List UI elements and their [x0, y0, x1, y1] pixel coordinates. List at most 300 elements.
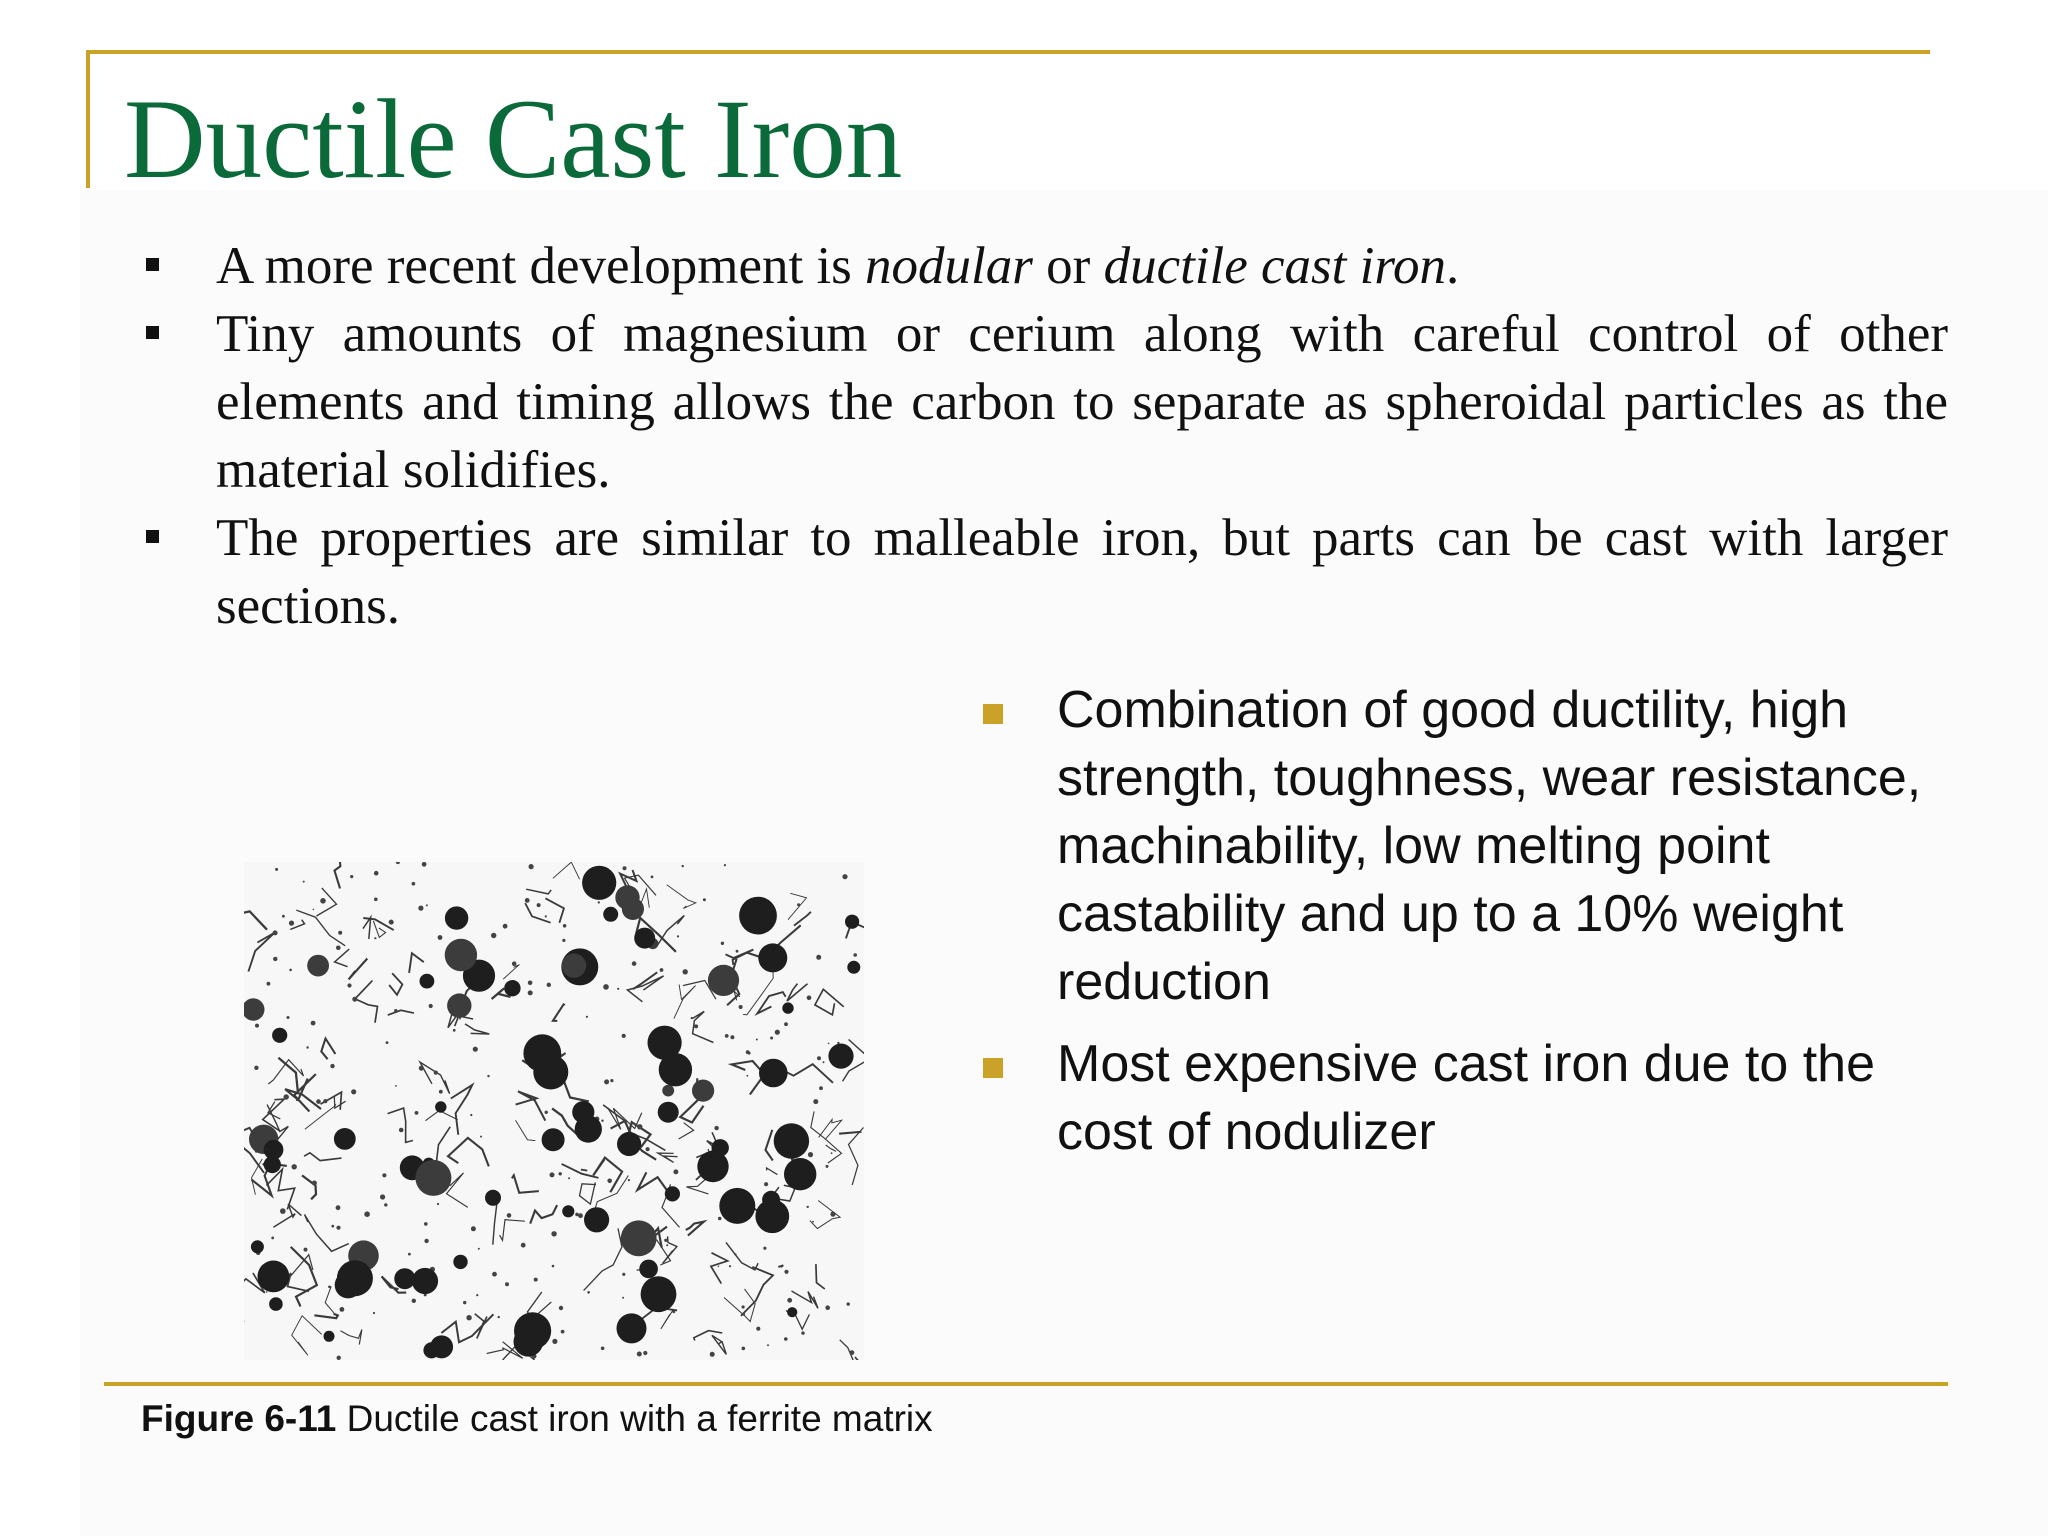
- speck: [412, 882, 416, 886]
- graphite-nodule: [603, 907, 618, 922]
- bullet-text: Tiny amounts of magnesium or cerium along with careful control of other elements and timing allows the carbon to separate as spheroidal particles as the material solidifies.: [216, 305, 1948, 499]
- speck: [275, 868, 278, 871]
- speck: [296, 1099, 298, 1101]
- speck: [552, 1339, 557, 1344]
- speck: [724, 864, 726, 866]
- speck: [721, 942, 724, 945]
- graphite-nodule: [251, 1240, 264, 1253]
- grain-boundary: [679, 1123, 694, 1139]
- speck: [505, 1282, 509, 1286]
- graphite-nodule: [584, 1207, 609, 1232]
- bullet-item-magnesium-cerium: [140, 300, 1948, 504]
- speck: [739, 1005, 743, 1009]
- speck: [664, 1239, 667, 1242]
- speck: [683, 969, 688, 974]
- grain-boundary: [409, 953, 424, 973]
- speck: [603, 984, 609, 990]
- speck: [812, 1221, 814, 1223]
- graphite-nodule: [708, 965, 739, 996]
- grain-boundary: [726, 950, 754, 965]
- speck: [545, 915, 547, 917]
- graphite-nodule: [430, 1335, 453, 1358]
- grain-boundary: [363, 918, 393, 930]
- speck: [784, 1022, 788, 1026]
- slide-title: Ductile Cast Iron: [124, 77, 903, 202]
- graphite-nodule: [739, 897, 777, 935]
- speck: [850, 1350, 855, 1355]
- speck: [424, 1222, 428, 1226]
- speck: [498, 1316, 500, 1318]
- speck: [643, 1351, 647, 1355]
- bullet-item-combination: [980, 676, 1960, 1016]
- speck: [470, 1114, 472, 1116]
- top-rule: [86, 50, 1930, 54]
- speck: [770, 1037, 773, 1040]
- speck: [389, 920, 394, 925]
- speck: [439, 1090, 443, 1094]
- speck: [374, 898, 378, 902]
- speck: [764, 1182, 768, 1186]
- grain-boundary: [545, 898, 564, 923]
- grain-boundary: [465, 1024, 489, 1034]
- left-rule: [86, 50, 90, 188]
- grain-boundary: [448, 1138, 489, 1167]
- serif-bullet-list: [140, 232, 1948, 640]
- speck: [784, 1337, 788, 1341]
- speck: [476, 1294, 478, 1296]
- speck: [313, 909, 315, 911]
- graphite-nodule: [762, 1191, 780, 1209]
- grain-boundary: [553, 1004, 564, 1021]
- speck: [316, 1099, 321, 1104]
- speck: [672, 1310, 675, 1313]
- graphite-nodule: [634, 928, 655, 949]
- speck: [273, 957, 277, 961]
- figure-label: Figure 6-11: [141, 1398, 337, 1439]
- speck: [807, 1206, 809, 1208]
- graphite-nodule: [784, 1158, 816, 1190]
- speck: [528, 990, 533, 995]
- speck: [289, 921, 294, 926]
- speck: [756, 1327, 760, 1331]
- figure-caption: [141, 1398, 933, 1440]
- grain-boundary: [389, 973, 402, 995]
- speck: [718, 1217, 722, 1221]
- bottom-rule: [104, 1382, 1948, 1386]
- speck: [394, 1009, 397, 1012]
- graphite-nodule: [412, 1268, 438, 1294]
- graphite-nodule: [641, 1276, 677, 1312]
- bullet-text: The properties are similar to malleable iron, but parts can be cast with larger sections.: [216, 509, 1948, 635]
- speck: [646, 1147, 650, 1151]
- bullet-text: A more recent development is: [216, 237, 866, 295]
- grain-boundary: [296, 910, 345, 946]
- speck: [311, 1021, 316, 1026]
- speck: [267, 982, 271, 986]
- speck: [710, 1352, 715, 1357]
- speck: [351, 1089, 356, 1094]
- speck: [586, 1016, 588, 1018]
- grain-boundary: [493, 1201, 498, 1245]
- bullet-item-most-expensive: [980, 1030, 1960, 1166]
- graphite-nodule: [648, 1026, 682, 1060]
- grain-boundary: [341, 1330, 362, 1345]
- speck: [734, 1253, 736, 1255]
- graphite-nodule: [622, 898, 644, 920]
- graphite-nodule: [264, 1140, 284, 1160]
- speck: [374, 871, 379, 876]
- speck: [419, 1066, 424, 1071]
- speck: [306, 1046, 308, 1048]
- grain-boundary: [451, 1085, 473, 1135]
- speck: [282, 915, 285, 918]
- speck: [395, 1085, 397, 1087]
- grain-boundary: [686, 1222, 704, 1236]
- graphite-nodule: [582, 866, 616, 900]
- speck: [534, 1278, 538, 1282]
- speck: [622, 1273, 625, 1276]
- speck: [823, 1061, 825, 1063]
- speck: [767, 1344, 769, 1346]
- gold-square-bullet-icon: [983, 704, 1003, 724]
- speck: [491, 933, 496, 938]
- speck: [617, 988, 619, 990]
- speck: [338, 931, 342, 935]
- speck: [797, 903, 800, 906]
- speck: [434, 1071, 438, 1075]
- speck: [492, 1272, 497, 1277]
- speck: [718, 1266, 720, 1268]
- graphite-nodule: [562, 1205, 574, 1217]
- grain-boundary: [530, 1205, 557, 1224]
- speck: [507, 1213, 512, 1218]
- speck: [756, 1039, 758, 1041]
- speck: [787, 1298, 792, 1303]
- grain-boundary: [314, 1314, 337, 1318]
- grain-boundary: [849, 1128, 864, 1186]
- grain-boundary: [778, 1265, 783, 1267]
- speck: [551, 1231, 556, 1236]
- speck: [347, 983, 351, 987]
- speck: [830, 1212, 835, 1217]
- speck: [525, 898, 530, 903]
- grain-boundary: [512, 1175, 539, 1193]
- speck: [746, 1050, 750, 1054]
- grain-boundary: [335, 862, 341, 888]
- grain-boundary: [661, 1309, 674, 1329]
- speck: [842, 874, 847, 879]
- speck: [825, 1305, 830, 1310]
- speck: [466, 1315, 471, 1320]
- speck: [384, 1203, 387, 1206]
- speck: [714, 1126, 718, 1130]
- speck: [763, 1247, 766, 1250]
- grain-boundary: [787, 984, 808, 1001]
- speck: [651, 876, 654, 879]
- speck: [273, 930, 278, 935]
- speck: [328, 1286, 331, 1289]
- gold-square-bullet-icon: [983, 1058, 1003, 1078]
- grain-boundary: [292, 1316, 322, 1356]
- graphite-nodule: [324, 1331, 335, 1342]
- grain-boundary: [291, 1247, 317, 1307]
- grain-boundary: [317, 888, 337, 916]
- grain-boundary: [388, 1010, 414, 1015]
- square-bullet-icon: [146, 530, 159, 543]
- grain-boundary: [321, 1039, 335, 1060]
- grain-boundary: [767, 1168, 778, 1175]
- speck: [330, 1064, 334, 1068]
- square-bullet-icon: [146, 326, 159, 339]
- speck: [807, 996, 812, 1001]
- speck: [412, 1299, 416, 1303]
- speck: [437, 1203, 439, 1205]
- speck: [380, 1194, 385, 1199]
- speck: [598, 901, 600, 903]
- speck: [550, 1172, 555, 1177]
- graphite-nodule: [269, 1297, 283, 1311]
- grain-boundary: [503, 965, 519, 980]
- speck: [323, 1099, 327, 1103]
- sans-bullet-list: [980, 676, 1960, 1180]
- grain-boundary: [562, 1164, 599, 1178]
- grain-boundary: [500, 1220, 525, 1241]
- speck: [453, 1029, 456, 1032]
- speck: [813, 1099, 818, 1104]
- speck: [801, 1331, 804, 1334]
- graphite-nodule: [759, 1059, 788, 1088]
- graphite-nodule: [575, 1116, 602, 1143]
- bullet-text: Combination of good ductility, high strength, toughness, wear resistance, machinability, low melting point castability and up to a 10% weight reduction: [1057, 681, 1922, 1011]
- ductile-iron-micrograph-image: [244, 862, 864, 1360]
- graphite-nodule: [272, 1028, 287, 1043]
- graphite-nodule: [845, 915, 859, 929]
- speck: [382, 1173, 386, 1177]
- speck: [271, 1237, 274, 1240]
- speck: [559, 1306, 563, 1310]
- speck: [564, 1004, 566, 1006]
- speck: [537, 903, 541, 907]
- speck: [408, 1253, 411, 1256]
- speck: [415, 1111, 419, 1115]
- graphite-nodule: [562, 953, 586, 977]
- bullet-text: or: [1032, 237, 1104, 295]
- grain-boundary: [266, 1169, 294, 1209]
- grain-boundary: [816, 1264, 825, 1289]
- speck: [578, 1213, 583, 1218]
- speck: [691, 1017, 693, 1019]
- grain-boundary: [553, 862, 580, 879]
- speck: [320, 898, 326, 904]
- grain-boundary: [674, 985, 696, 1019]
- grain-boundary: [581, 1170, 587, 1171]
- speck: [628, 1179, 630, 1181]
- grain-boundary: [363, 917, 371, 939]
- speck: [312, 1181, 317, 1186]
- speck: [426, 904, 428, 906]
- speck: [480, 1136, 482, 1138]
- graphite-nodule: [394, 1268, 415, 1289]
- graphite-nodule: [828, 1044, 853, 1069]
- speck: [562, 939, 565, 942]
- speck: [487, 1075, 489, 1077]
- grain-boundary: [516, 1091, 546, 1120]
- grain-boundary: [584, 1228, 622, 1290]
- speck: [637, 1352, 642, 1357]
- graphite-nodule: [639, 1260, 658, 1279]
- speck: [352, 997, 357, 1002]
- graphite-nodule: [787, 1307, 797, 1317]
- speck: [559, 1172, 562, 1175]
- graphite-nodule: [514, 1327, 544, 1357]
- speck: [424, 1239, 428, 1243]
- speck: [552, 1265, 555, 1268]
- speck: [287, 1016, 290, 1019]
- grain-boundary: [286, 1273, 309, 1291]
- speck: [503, 924, 508, 929]
- graphite-nodule: [665, 1186, 680, 1201]
- speck: [336, 1205, 341, 1210]
- grain-boundary: [658, 1153, 678, 1162]
- grain-boundary: [302, 1175, 316, 1199]
- square-bullet-icon: [146, 258, 159, 271]
- graphite-nodule: [435, 1101, 446, 1112]
- speck: [673, 1169, 678, 1174]
- grain-boundary: [349, 959, 368, 980]
- graphite-nodule: [415, 1160, 451, 1196]
- speck: [528, 981, 533, 986]
- speck: [660, 968, 664, 972]
- grain-boundary: [811, 1111, 842, 1163]
- speck: [607, 1179, 612, 1184]
- grain-boundary: [248, 933, 274, 972]
- graphite-nodule: [337, 1260, 373, 1296]
- grain-boundary: [244, 911, 267, 929]
- speck: [682, 865, 684, 867]
- graphite-nodule: [447, 993, 471, 1017]
- speck: [703, 898, 706, 901]
- grain-boundary: [810, 1201, 840, 1229]
- graphite-nodule: [712, 1139, 729, 1156]
- speck: [373, 1312, 375, 1314]
- speck: [255, 1024, 259, 1028]
- speck: [561, 1330, 565, 1334]
- speck: [816, 955, 821, 960]
- speck: [601, 1347, 605, 1351]
- grain-boundary: [305, 1215, 349, 1252]
- speck: [280, 1208, 286, 1214]
- figure-caption-text: Ductile cast iron with a ferrite matrix: [336, 1398, 933, 1439]
- speck: [396, 862, 400, 864]
- speck: [386, 1041, 389, 1044]
- graphite-nodule: [617, 1132, 641, 1156]
- speck: [429, 1004, 433, 1008]
- speck: [853, 953, 857, 957]
- speck: [819, 1086, 823, 1090]
- graphite-nodule: [658, 1102, 679, 1123]
- speck: [399, 1128, 404, 1133]
- grain-boundary: [355, 981, 378, 1023]
- speck: [336, 1226, 340, 1230]
- speck: [438, 935, 443, 940]
- speck: [336, 946, 341, 951]
- speck: [418, 906, 423, 911]
- grain-boundary: [388, 1108, 413, 1142]
- speck: [422, 862, 427, 867]
- grain-boundary: [838, 1340, 854, 1360]
- graphite-nodule: [504, 980, 520, 996]
- grain-boundary: [437, 1127, 451, 1167]
- speck: [694, 1024, 698, 1028]
- speck: [622, 1297, 624, 1299]
- graphite-nodule: [453, 1255, 467, 1269]
- grain-boundary: [788, 893, 807, 919]
- speck: [529, 864, 534, 869]
- graphite-nodule: [530, 1042, 559, 1071]
- term-ductile-cast-iron: ductile cast iron: [1103, 237, 1447, 295]
- speck: [563, 924, 567, 928]
- speck: [568, 1177, 570, 1179]
- speck: [742, 1313, 745, 1316]
- speck: [545, 1111, 548, 1114]
- graphite-nodule: [692, 1080, 714, 1102]
- speck: [284, 1094, 289, 1099]
- graphite-nodule: [719, 1188, 755, 1224]
- grain-boundary: [794, 912, 811, 926]
- speck: [478, 1248, 480, 1250]
- speck: [730, 1035, 734, 1039]
- grain-boundary: [304, 1153, 341, 1161]
- speck: [604, 1079, 609, 1084]
- speck: [587, 1291, 590, 1294]
- speck: [632, 961, 637, 966]
- speck: [289, 969, 292, 972]
- speck: [808, 1152, 813, 1157]
- graphite-nodule: [662, 1085, 674, 1097]
- speck: [303, 881, 305, 883]
- speck: [826, 1165, 829, 1168]
- speck: [828, 1043, 830, 1045]
- graphite-nodule: [782, 1002, 793, 1013]
- graphite-nodule: [307, 955, 329, 977]
- speck: [547, 983, 551, 987]
- graphite-nodule: [542, 1128, 565, 1151]
- speck: [666, 1244, 668, 1246]
- speck: [746, 1075, 748, 1077]
- grain-boundary: [792, 1291, 819, 1308]
- speck: [623, 866, 627, 870]
- grain-boundary: [826, 1145, 836, 1151]
- grain-boundary: [278, 1058, 298, 1093]
- grain-boundary: [580, 1182, 597, 1204]
- term-nodular: nodular: [865, 237, 1033, 295]
- speck: [601, 1120, 603, 1122]
- graphite-nodule: [244, 998, 265, 1020]
- speck: [637, 1124, 642, 1129]
- speck: [266, 1291, 268, 1293]
- speck: [729, 1265, 731, 1267]
- bullet-item-properties: [140, 504, 1948, 640]
- grain-boundary: [325, 1286, 334, 1313]
- speck: [575, 1213, 579, 1217]
- micrograph-drawing: [244, 862, 864, 1360]
- graphite-nodule: [258, 1261, 290, 1293]
- graphite-nodule: [445, 906, 468, 929]
- speck: [512, 961, 517, 966]
- grain-boundary: [593, 1158, 622, 1193]
- speck: [847, 1302, 850, 1305]
- speck: [521, 1243, 526, 1248]
